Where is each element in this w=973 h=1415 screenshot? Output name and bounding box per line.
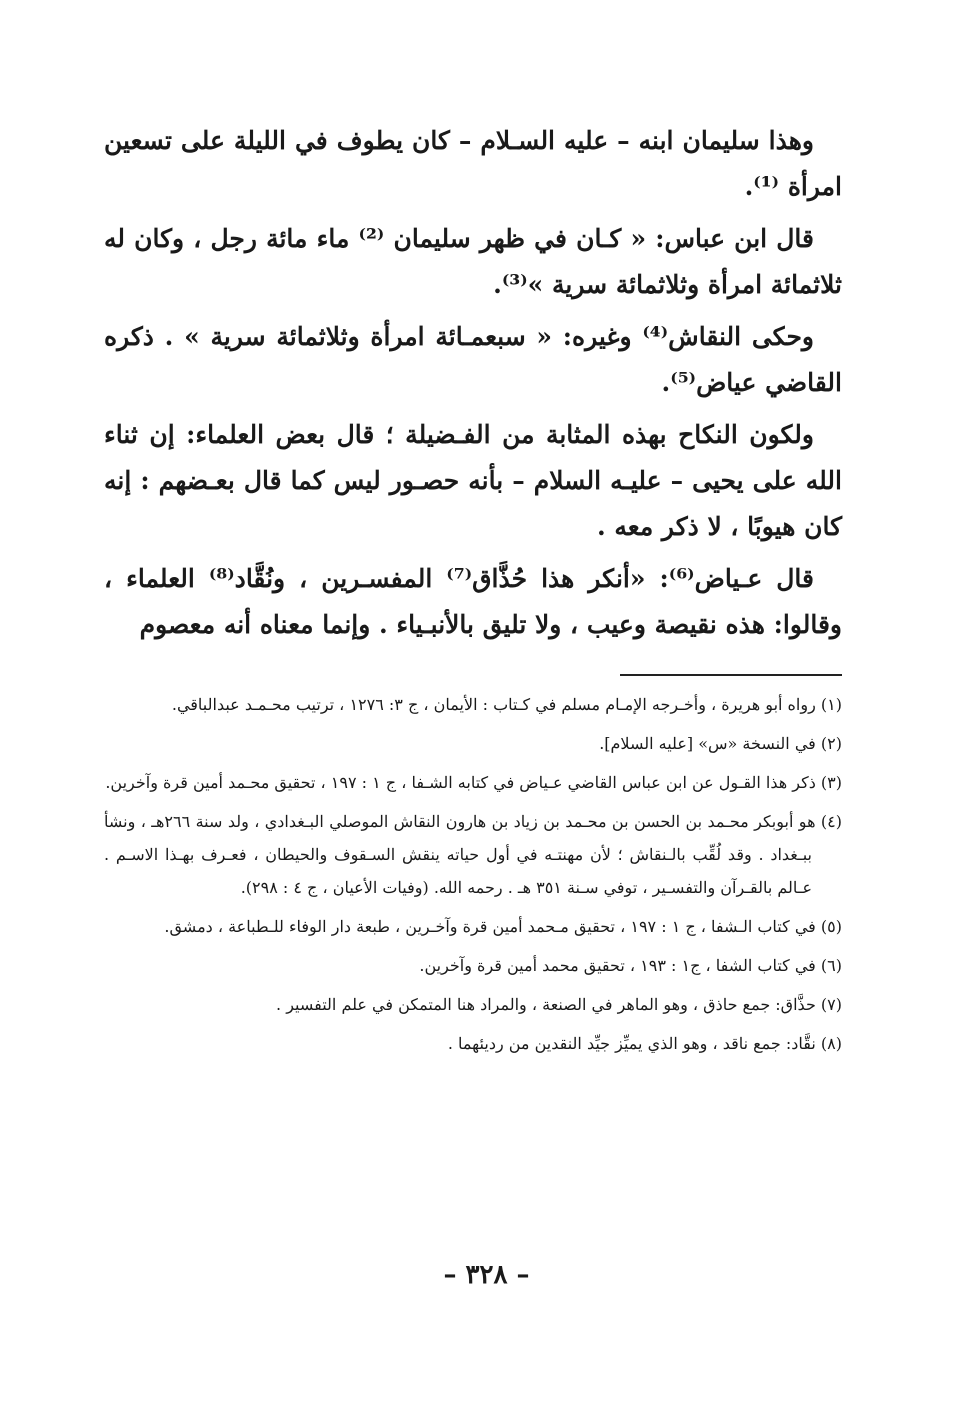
footnote-5: (٥) في كتاب الـشفا ، ج ١ : ١٩٧ ، تحقيق مـحمد أمين قرة وآخـرين ، طبعة دار الوفاء للـطباعة ، دمشق.: [164, 917, 842, 936]
footnote-divider: [620, 674, 842, 676]
footnote-3: (٣) ذكر هذا القـول عن ابن عباس القاضي عـياض في كتابه الشـفا ، ج ١ : ١٩٧ ، تحقيق محـمد أمين قرة وآخرين.: [105, 773, 842, 792]
footnotes: [104, 688, 842, 1060]
paragraph-3: وحكى النقاش⁽⁴⁾ وغيره: « سبعمـائة امرأة وثلاثمائة سرية » . ذكره القاضي عياض⁽⁵⁾.: [104, 322, 842, 397]
main-text: [104, 118, 842, 648]
paragraph-4: ولكون النكاح بهذه المثابة من الفـضيلة ؛ قال بعض العلماء: إن ثناء الله على يحيى – عليـه السلام – بأنه حصـور ليس كما قال بعـضهم : إنه كان هيوبًا ، لا ذكر معه .: [104, 420, 842, 541]
paragraph-2: قال ابن عباس: « كـان في ظهر سليمان ⁽²⁾ ماء مائة رجل ، وكان له ثلاثمائة امرأة وثلاثمائة سرية »⁽³⁾.: [104, 224, 842, 299]
footnote-4: (٤) هو أبوبكر محـمد بن الحسن بن محـمد بن زياد بن هارون النقاش الموصلي البـغدادي ، ولد سنة ٢٦٦هـ ، ونشأ ببـغداد . وقد لُقِّب بالـنقاش ؛ لأن مهنتـه في أول حياته ينقش السـقوف والحيطان ، فعـرف بهـذا الاسـم . عـالم بالقـرآن والتفسـير ، توفي سـنة ٣٥١ هـ . رحمه الله. (وفيات الأعيان ، ج ٤ : ٢٩٨).: [104, 812, 842, 897]
footnote-7: (٧) حذَّاق: جمع حاذق ، وهو الماهر في الصنعة ، والمراد هنا المتمكن في علم التفسير .: [276, 995, 842, 1014]
footnote-1: (١) رواه أبو هريرة ، وأخـرجه الإمـام مسلم في كـتاب : الأيمان ، ج ٣: ١٢٧٦ ، ترتيب محـمـد عبدالباقي.: [171, 695, 842, 714]
footnote-6: (٦) في كتاب الشفا ، ج١ : ١٩٣ ، تحقيق محمد أمين قرة وآخرين.: [419, 956, 842, 975]
page-number: – ٣٢٨ –: [443, 1260, 530, 1290]
paragraph-5: قال عـياض⁽⁶⁾: «أنكر هذا حُذَّاق⁽⁷⁾ المفسـرين ، ونُقَّاد⁽⁸⁾ العلماء ، وقالوا: هذه نقيصة وعيب ، ولا تليق بالأنبـياء . وإنما معناه أنه معصوم: [104, 564, 842, 639]
paragraph-1: وهذا سليمان ابنه – عليه السـلام – كان يطوف في الليلة على تسعين امرأة ⁽¹⁾.: [104, 126, 842, 201]
footnote-2: (٢) في النسخة «س» [عليه السلام].: [599, 734, 842, 753]
book-page: [104, 118, 842, 1066]
footnote-8: (٨) نقَّاد: جمع ناقد ، وهو الذي يميِّز جيِّد النقدين من رديئهما .: [447, 1034, 842, 1053]
